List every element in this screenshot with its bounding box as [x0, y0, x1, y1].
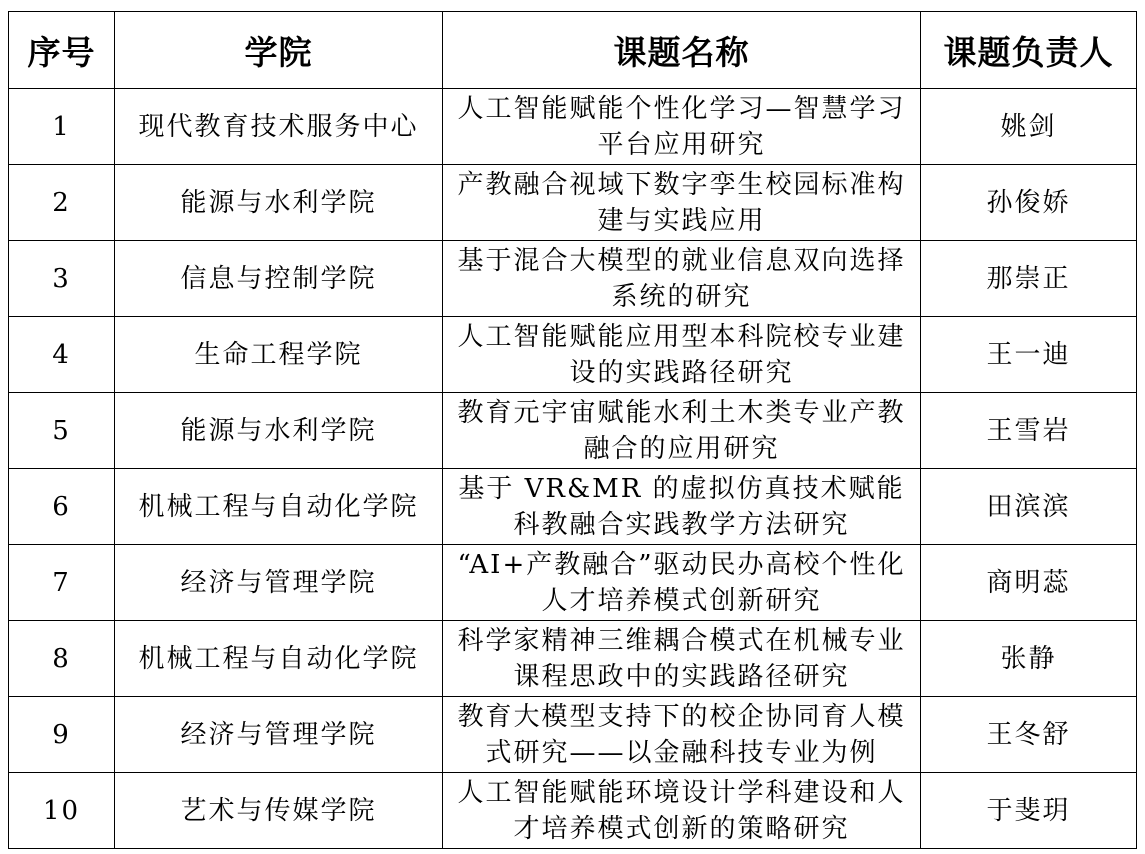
cell-leader: 王冬舒: [921, 697, 1137, 773]
cell-title: 教育大模型支持下的校企协同育人模式研究——以金融科技专业为例: [443, 697, 921, 773]
table-row: [9, 165, 1137, 241]
cell-no: 9: [9, 697, 115, 773]
cell-college: 经济与管理学院: [115, 697, 443, 773]
cell-no: 6: [9, 469, 115, 545]
cell-college: 生命工程学院: [115, 317, 443, 393]
table-row: [9, 773, 1137, 849]
table-body: [9, 89, 1137, 849]
cell-college: 信息与控制学院: [115, 241, 443, 317]
cell-no: 8: [9, 621, 115, 697]
cell-no: 5: [9, 393, 115, 469]
cell-college: 机械工程与自动化学院: [115, 621, 443, 697]
cell-college: 能源与水利学院: [115, 393, 443, 469]
cell-leader: 张静: [921, 621, 1137, 697]
cell-college: 机械工程与自动化学院: [115, 469, 443, 545]
cell-title: 基于混合大模型的就业信息双向选择系统的研究: [443, 241, 921, 317]
cell-college: 能源与水利学院: [115, 165, 443, 241]
cell-no: 3: [9, 241, 115, 317]
table-row: [9, 621, 1137, 697]
table-header: [9, 12, 1137, 89]
table-row: [9, 393, 1137, 469]
cell-no: 7: [9, 545, 115, 621]
cell-leader: 王雪岩: [921, 393, 1137, 469]
table-row: [9, 89, 1137, 165]
cell-title: 人工智能赋能个性化学习—智慧学习平台应用研究: [443, 89, 921, 165]
table-row: [9, 697, 1137, 773]
table-row: [9, 545, 1137, 621]
cell-no: 1: [9, 89, 115, 165]
cell-no: 2: [9, 165, 115, 241]
cell-title: 科学家精神三维耦合模式在机械专业课程思政中的实践路径研究: [443, 621, 921, 697]
cell-leader: 姚剑: [921, 89, 1137, 165]
cell-title: 人工智能赋能应用型本科院校专业建设的实践路径研究: [443, 317, 921, 393]
cell-no: 4: [9, 317, 115, 393]
cell-leader: 商明蕊: [921, 545, 1137, 621]
table-row: [9, 469, 1137, 545]
cell-leader: 田滨滨: [921, 469, 1137, 545]
cell-college: 经济与管理学院: [115, 545, 443, 621]
cell-leader: 孙俊娇: [921, 165, 1137, 241]
project-table: [8, 11, 1137, 849]
cell-college: 现代教育技术服务中心: [115, 89, 443, 165]
cell-title: 产教融合视域下数字孪生校园标准构建与实践应用: [443, 165, 921, 241]
cell-title: 教育元宇宙赋能水利土木类专业产教融合的应用研究: [443, 393, 921, 469]
cell-leader: 王一迪: [921, 317, 1137, 393]
cell-title: 人工智能赋能环境设计学科建设和人才培养模式创新的策略研究: [443, 773, 921, 849]
cell-title: 基于 VR&MR 的虚拟仿真技术赋能科教融合实践教学方法研究: [443, 469, 921, 545]
header-no: 序号: [9, 12, 115, 89]
cell-leader: 那崇正: [921, 241, 1137, 317]
cell-college: 艺术与传媒学院: [115, 773, 443, 849]
header-title: 课题名称: [443, 12, 921, 89]
cell-no: 10: [9, 773, 115, 849]
cell-leader: 于斐玥: [921, 773, 1137, 849]
header-leader: 课题负责人: [921, 12, 1137, 89]
header-row: [9, 12, 1137, 89]
header-college: 学院: [115, 12, 443, 89]
table-row: [9, 317, 1137, 393]
table-row: [9, 241, 1137, 317]
project-table-container: [8, 11, 1136, 849]
cell-title: “AI+产教融合”驱动民办高校个性化人才培养模式创新研究: [443, 545, 921, 621]
